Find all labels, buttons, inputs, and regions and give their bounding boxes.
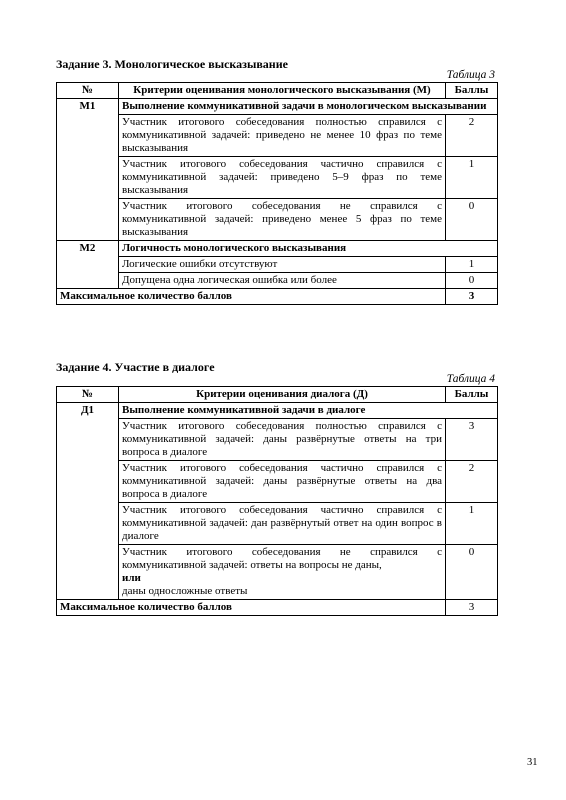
criterion-score: 2 [446, 461, 498, 503]
max-score-label: Максимальное количество баллов [57, 600, 446, 616]
criterion-row-m1 [57, 99, 498, 115]
task4-heading: Задание 4. Участие в диалоге [56, 360, 215, 374]
task3-table [56, 82, 498, 305]
max-score-value: 3 [446, 289, 498, 305]
max-score-value: 3 [446, 600, 498, 616]
header-num: № [57, 83, 119, 99]
criterion-score: 1 [446, 503, 498, 545]
criterion-description [119, 545, 446, 600]
criterion-description: Участник итогового собеседования частично справился с коммуникативной задачей: даны развёрнутые ответы на два вопроса в диалоге [119, 461, 446, 503]
table-row [57, 461, 498, 503]
table-row [57, 115, 498, 157]
table-header-row [57, 387, 498, 403]
task4-table-label: Таблица 4 [446, 373, 495, 385]
criterion-description: Логические ошибки отсутствуют [119, 257, 446, 273]
table-row [57, 273, 498, 289]
max-score-row [57, 289, 498, 305]
criterion-description: Участник итогового собеседования полностью справился с коммуникативной задачей: приведено не менее 10 фраз по теме высказывания [119, 115, 446, 157]
task3-table-label: Таблица 3 [446, 69, 495, 81]
criterion-score: 0 [446, 273, 498, 289]
task3-heading: Задание 3. Монологическое высказывание [56, 57, 288, 71]
max-score-row [57, 600, 498, 616]
criterion-title-m1: Выполнение коммуникативной задачи в монологическом высказывании [119, 99, 498, 115]
table-row [57, 257, 498, 273]
criterion-score: 0 [446, 545, 498, 600]
criterion-description: Участник итогового собеседования частично справился с коммуникативной задачей: приведено 5–9 фраз по теме высказывания [119, 157, 446, 199]
header-num: № [57, 387, 119, 403]
criterion-score: 0 [446, 199, 498, 241]
criterion-description: Участник итогового собеседования полностью справился с коммуникативной задачей: даны развёрнутые ответы на три вопроса в диалоге [119, 419, 446, 461]
criterion-description: Допущена одна логическая ошибка или более [119, 273, 446, 289]
criterion-score: 1 [446, 257, 498, 273]
criterion-title-m2: Логичность монологического высказывания [119, 241, 498, 257]
table-header-row [57, 83, 498, 99]
table-row [57, 157, 498, 199]
header-criteria: Критерии оценивания монологического высказывания (М) [119, 83, 446, 99]
table-row [57, 503, 498, 545]
header-criteria: Критерии оценивания диалога (Д) [119, 387, 446, 403]
criterion-description: Участник итогового собеседования не справился с коммуникативной задачей: приведено менее 5 фраз по теме высказывания [119, 199, 446, 241]
max-score-label: Максимальное количество баллов [57, 289, 446, 305]
task4-table [56, 386, 498, 616]
header-points: Баллы [446, 83, 498, 99]
criterion-code-m2: М2 [57, 241, 119, 289]
page-number: 31 [527, 757, 538, 768]
criterion-description: Участник итогового собеседования частично справился с коммуникативной задачей: дан развёрнутый ответ на один вопрос в диалоге [119, 503, 446, 545]
table-row [57, 199, 498, 241]
criterion-row-d1 [57, 403, 498, 419]
criterion-description-text-after: даны односложные ответы [122, 585, 248, 597]
header-points: Баллы [446, 387, 498, 403]
table-row [57, 545, 498, 600]
criterion-code-m1: М1 [57, 99, 119, 241]
or-word: или [122, 572, 141, 584]
table-row [57, 419, 498, 461]
criterion-row-m2 [57, 241, 498, 257]
criterion-score: 2 [446, 115, 498, 157]
criterion-description-text: Участник итогового собеседования не справился с коммуникативной задачей: ответы на вопросы не даны, [122, 546, 442, 571]
criterion-code-d1: Д1 [57, 403, 119, 600]
criterion-score: 3 [446, 419, 498, 461]
criterion-title-d1: Выполнение коммуникативной задачи в диалоге [119, 403, 498, 419]
criterion-score: 1 [446, 157, 498, 199]
